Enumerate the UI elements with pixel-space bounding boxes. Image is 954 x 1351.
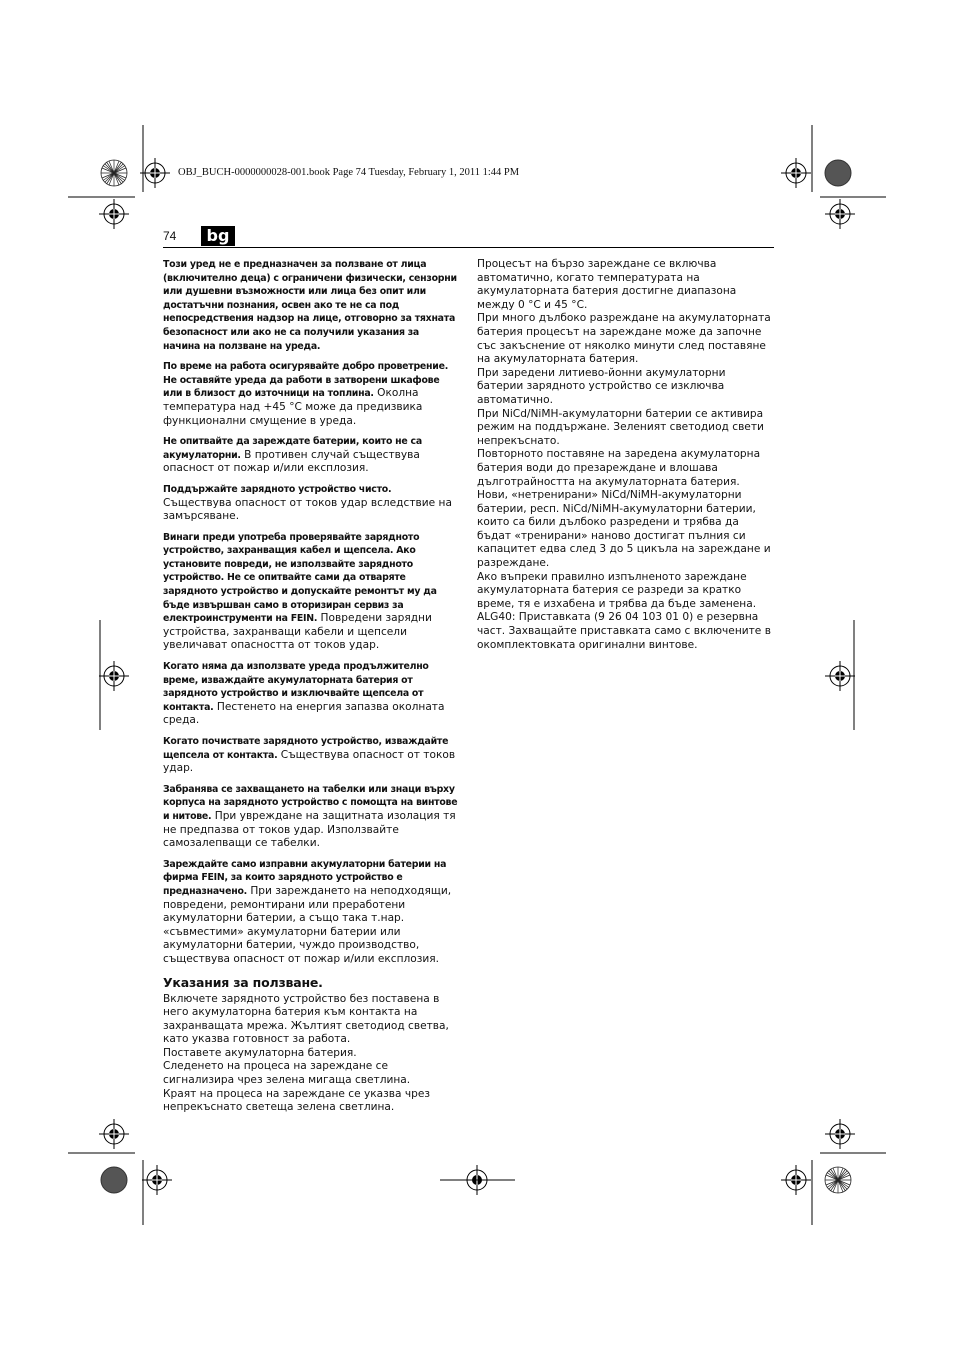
safety-paragraph: Винаги преди употреба проверявайте зарядното устройство, захранващия кабел и щепсела. Ако установите повреди, не използвайте зарядното устройство. Не се опитвайте сами да отваряте зарядното устройство и допускайте ремонтът му да бъде извършван само в оторизиран сервиз за електроинструменти на FEIN. Повредени зарядни устройства, захранващи кабели и щепсели увеличават опасността от токов удар. (163, 531, 437, 652)
body-paragraph: Нови, «нетренирани» NiCd/NiMH-акумулаторни батерии, респ. NiCd/NiMH-акумулаторни батерии, които са били дълбоко разредени и трябва да бъдат «тренирани» наново достигат пълния си капацитет едва след 3 до 5 цикъла на зареждане и разреждане. (477, 489, 771, 570)
usage-paragraph: Включете зарядното устройство без поставена в него акумулаторна батерия към контакта на захранващата мрежа. Жълтият светодиод светва, като указва готовност за работа. (163, 992, 449, 1046)
safety-paragraph: Не опитвайте да зареждате батерии, които не са акумулаторни. В противен случай съществува опасност от пожар и/или експлозия. (163, 436, 422, 475)
body-paragraph: ALG40: Приставката (9 26 04 103 01 0) е резервна част. Захващайте приставката само с включените в окомплектовката оригинални винтове. (477, 611, 771, 651)
body-paragraph: При много дълбоко разреждане на акумулаторната батерия процесът на зареждане може да започне със закъснение от няколко минути след поставяне на акумулаторната батерия. (477, 312, 771, 366)
body-paragraph: Ако въпреки правилно изпълненото зареждане акумулаторната батерия се разреди за кратко време, тя е изхабена и трябва да бъде заменена. (477, 570, 757, 610)
usage-paragraph: Следенето на процеса на зареждане се сигнализира чрез зелена мигаща светлина. (163, 1060, 411, 1087)
safety-paragraph: Този уред не е предназначен за ползване от лица (включително деца) с ограничени физически, сензорни или душевни възможности или лица без опит или достатъчни познания, освен ако те не са под непосредствения надзор на лице, отговорно за тяхната безопасност или ако не са получили указания за начина на ползване на уреда. (163, 259, 457, 352)
body-paragraph: Процесът на бързо зареждане се включва автоматично, когато температурата на акумулаторната батерия достигне диапазона между 0 °C и 45 °C. (477, 258, 737, 311)
left-column (163, 258, 459, 1115)
usage-paragraph: Краят на процеса на зареждане се указва чрез непрекъснато светеща зелена светлина. (163, 1087, 431, 1114)
safety-paragraph: Зареждайте само изправни акумулаторни батерии на фирма FEIN, за които зарядното устройство е предназначено. При зареждането на неподходящи, повредени, ремонтирани или преработени акумулаторни батерии, а също така т.нар. «съвместими» акумулаторни батерии или акумулаторни батерии, чуждо производство, съществува опасност от пожар и/или експлозия. (163, 858, 452, 965)
section-heading: Указания за ползване. (163, 974, 323, 990)
print-info-line: OBJ_BUCH-0000000028-001.book Page 74 Tuesday, February 1, 2011 1:44 PM (178, 167, 520, 178)
language-badge: bg (201, 226, 235, 246)
body-paragraph: При заредени литиево-йонни акумулаторни батерии зарядното устройство се изключва автоматично. (477, 366, 726, 406)
safety-paragraph: Поддържайте зарядното устройство чисто. Съществува опасност от токов удар вследствие на замърсяване. (163, 483, 452, 523)
usage-paragraph: Поставете акумулаторна батерия. (163, 1046, 357, 1059)
body-paragraph: Повторното поставяне на заредена акумулаторна батерия води до презареждане и влошава дълготрайността на акумулаторната батерия. (477, 448, 761, 488)
safety-paragraph: Когато няма да използвате уреда продължително време, изваждайте акумулаторната батерия от зарядното устройство и изключвайте щепсела от контакта. Пестенето на енергия запазва околната среда. (163, 661, 445, 727)
body-paragraph: При NiCd/NiMH-акумулаторни батерии се активира режим на поддържане. Зеленият светодиод свети непрекъснато. (477, 407, 764, 447)
page-number: 74 (163, 229, 177, 243)
header-rule (163, 247, 774, 248)
safety-paragraph: Когато почиствате зарядното устройство, изваждайте щепсела от контакта. Съществува опасност от токов удар. (163, 736, 456, 775)
right-column (477, 258, 773, 652)
safety-paragraph: По време на работа осигурявайте добро проветрение. Не оставяйте уреда да работи в затворени шкафове или в близост до източници на топлина. Околна температура над +45 °C може да предизвика функционални смущение в уреда. (163, 361, 449, 427)
safety-paragraph: Забранява се захващането на табелки или знаци върху корпуса на зарядното устройство с помощта на винтове и нитове. При увреждане на защитната изолация тя не предпазва от токов удар. Използвайте самозалепващи се табелки. (163, 783, 458, 850)
